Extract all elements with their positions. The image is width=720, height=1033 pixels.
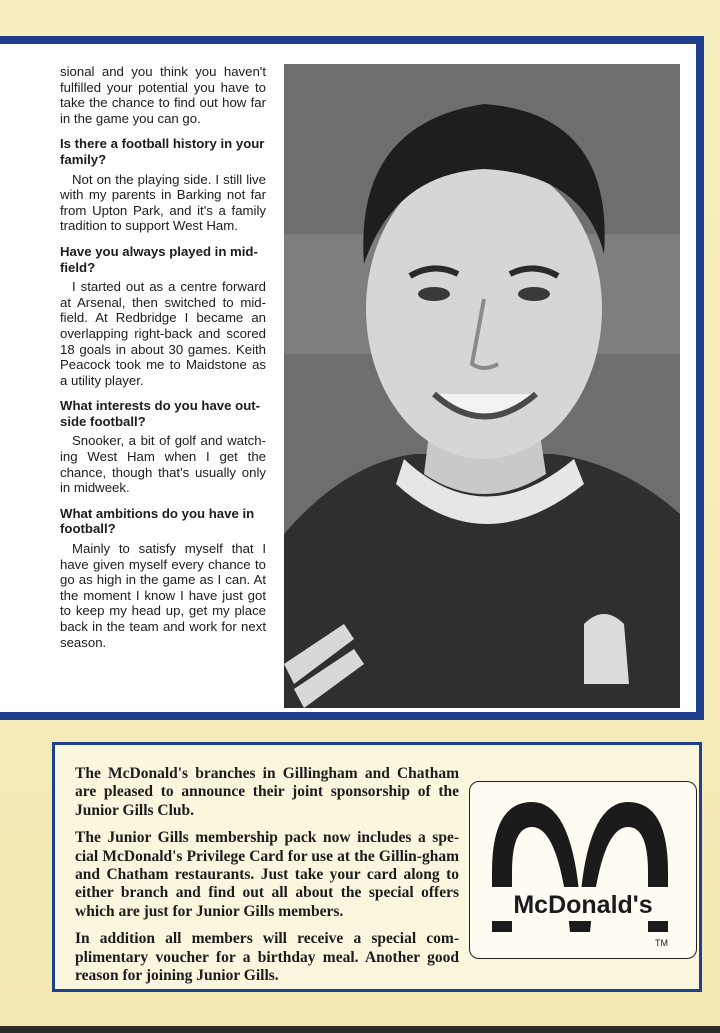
sponsorship-announcement xyxy=(52,742,702,992)
sponsorship-paragraph: The Junior Gills membership pack now includes a spe-cial McDonald's Privilege Card for use at the Gillin-gham and Chatham restaurants. Just take your card along to either branch and find out all about the special offers which are just for Junior Gills members. xyxy=(75,829,459,920)
interview-answer: Not on the playing side. I still live with my parents in Barking not far from Upton Park, and it's a family tradition to support West Ham. xyxy=(60,171,266,234)
sponsorship-paragraph: In addition all members will receive a special com-plimentary voucher for a birthday meal. Another good reason for joining Junior Gills. xyxy=(75,930,459,985)
trademark-label: TM xyxy=(655,938,668,948)
interview-answer: Mainly to satisfy myself that I have given myself every chance to go as high in the game as I can. At the moment I know I have just got to keep my head up, get my place back in the team and work for next season. xyxy=(60,541,266,650)
interview-answer: I started out as a centre forward at Arsenal, then switched to mid-field. At Redbridge I became an overlapping right-back and scored 18 goals in about 30 games. Keith Peacock took me to Maidstone as a utility player. xyxy=(60,279,266,388)
mcdonalds-logo xyxy=(469,781,697,959)
interview-panel xyxy=(0,36,704,720)
page-bottom-edge xyxy=(0,1026,720,1033)
interview-answer: Snooker, a bit of golf and watch-ing West Ham when I get the chance, though that's usually only in midweek. xyxy=(60,433,266,496)
player-portrait-photo xyxy=(284,64,680,708)
interview-question: Is there a football history in your family? xyxy=(60,136,265,167)
sponsorship-paragraph: The McDonald's branches in Gillingham and Chatham are pleased to announce their joint sponsorship of the Junior Gills Club. xyxy=(75,765,459,819)
interview-question: What interests do you have out-side football? xyxy=(60,398,261,429)
sponsorship-text xyxy=(75,765,459,994)
golden-arches-icon xyxy=(470,782,696,958)
interview-answer: sional and you think you haven't fulfilled your potential you have to take the chance to find out how far in the game you can go. xyxy=(60,64,266,126)
interview-question: Have you always played in mid-field? xyxy=(60,243,258,275)
interview-question: What ambitions do you have in football? xyxy=(60,505,255,537)
logo-wordmark: McDonald's xyxy=(513,891,653,919)
interview-text xyxy=(60,64,266,660)
